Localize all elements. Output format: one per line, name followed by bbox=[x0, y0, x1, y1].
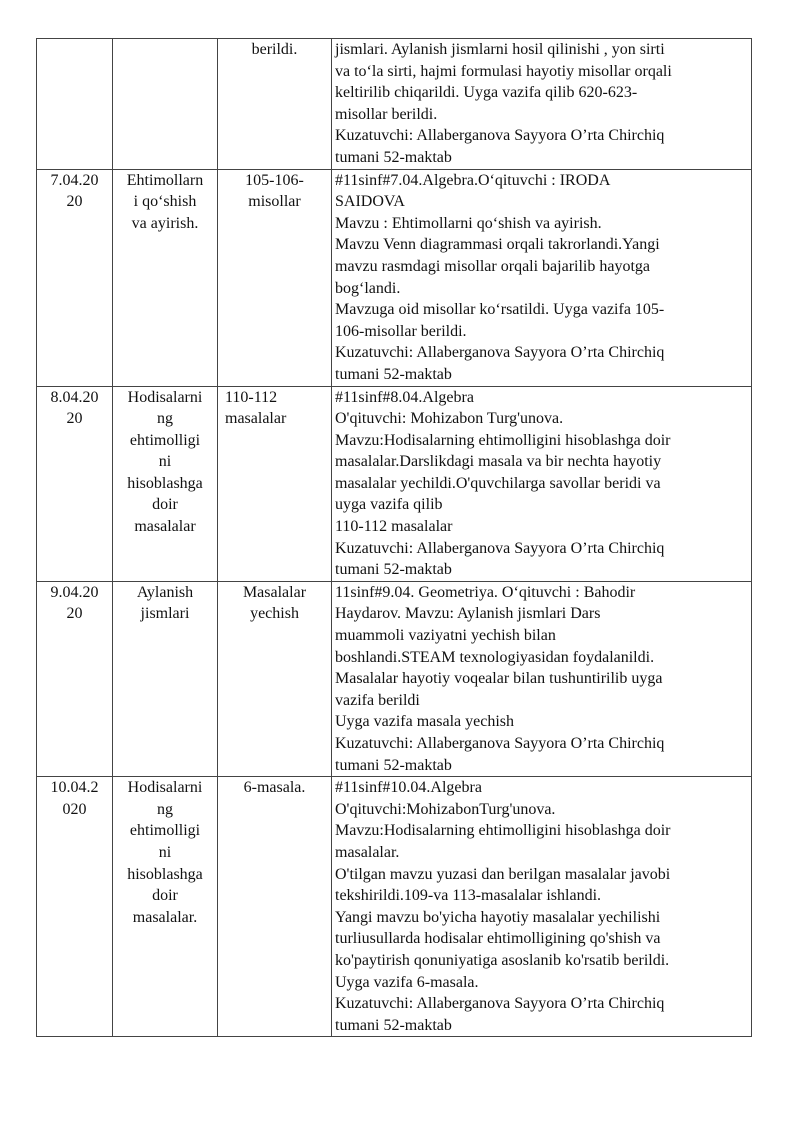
date-cell bbox=[37, 39, 113, 170]
description-cell bbox=[332, 39, 752, 170]
homework-line: yechish bbox=[250, 605, 299, 623]
topic-line: i qo‘shish bbox=[133, 193, 197, 211]
homework-cell bbox=[218, 169, 332, 386]
table-row bbox=[37, 581, 752, 776]
date-line: 20 bbox=[66, 193, 83, 211]
description-line: O'qituvchi:MohizabonTurg'unova. bbox=[335, 800, 556, 818]
description-line: bog‘landi. bbox=[335, 279, 401, 297]
description-line: Kuzatuvchi: Allaberganova Sayyora O’rta Chirchiq bbox=[335, 539, 665, 557]
date-cell bbox=[37, 581, 113, 776]
topic-cell bbox=[113, 777, 218, 1037]
description-line: Mavzu:Hodisalarning ehtimolligini hisoblashga doir bbox=[335, 822, 671, 840]
description-line: #11sinf#10.04.Algebra bbox=[335, 779, 482, 797]
topic-line: ng bbox=[157, 410, 173, 428]
description-line: Yangi mavzu bo'yicha hayotiy masalalar yechilishi bbox=[335, 908, 661, 926]
description-line: tumani 52-maktab bbox=[335, 148, 452, 166]
homework-line: Masalalar bbox=[242, 583, 307, 601]
topic-cell bbox=[113, 39, 218, 170]
homework-line: 6-masala. bbox=[243, 779, 306, 797]
description-line: 110-112 masalalar bbox=[335, 518, 453, 536]
date-line: 7.04.20 bbox=[50, 171, 99, 189]
table-row bbox=[37, 169, 752, 386]
homework-cell bbox=[218, 777, 332, 1037]
topic-line: hisoblashga bbox=[127, 474, 203, 492]
topic-line: masalalar. bbox=[132, 908, 198, 926]
topic-line: jismlari bbox=[140, 605, 190, 623]
homework-line: berildi. bbox=[251, 41, 298, 58]
description-line: Mavzu:Hodisalarning ehtimolligini hisoblashga doir bbox=[335, 431, 671, 449]
table-row bbox=[37, 39, 752, 170]
description-line: vazifa berildi bbox=[335, 691, 420, 709]
description-line: tekshirildi.109-va 113-masalalar ishlandi. bbox=[335, 887, 602, 905]
topic-cell bbox=[113, 581, 218, 776]
date-line: 10.04.2 bbox=[50, 779, 99, 797]
description-cell bbox=[332, 386, 752, 581]
description-line: Kuzatuvchi: Allaberganova Sayyora O’rta Chirchiq bbox=[335, 344, 665, 362]
description-line: #11sinf#8.04.Algebra bbox=[335, 388, 474, 406]
description-line: masalalar. bbox=[335, 843, 400, 861]
description-line: Kuzatuvchi: Allaberganova Sayyora O’rta Chirchiq bbox=[335, 127, 665, 145]
date-cell bbox=[37, 386, 113, 581]
table-row bbox=[37, 777, 752, 1037]
description-line: jismlari. Aylanish jismlarni hosil qilinishi , yon sirti bbox=[335, 41, 665, 58]
description-line: 106-misollar berildi. bbox=[335, 322, 467, 340]
description-line: muammoli vaziyatni yechish bilan bbox=[335, 627, 556, 645]
topic-line: ehtimolligi bbox=[129, 822, 201, 840]
topic-line: Hodisalarni bbox=[127, 779, 203, 797]
description-line: masalalar yechildi.O'quvchilarga savollar beridi va bbox=[335, 474, 661, 492]
topic-line: hisoblashga bbox=[127, 865, 203, 883]
description-line: Uyga vazifa 6-masala. bbox=[335, 973, 479, 991]
date-line: 20 bbox=[66, 605, 83, 623]
homework-cell bbox=[218, 386, 332, 581]
topic-line: Ehtimollarn bbox=[126, 171, 204, 189]
date-line: 020 bbox=[62, 800, 87, 818]
description-line: misollar berildi. bbox=[335, 105, 438, 123]
table-row bbox=[37, 386, 752, 581]
description-cell bbox=[332, 169, 752, 386]
description-line: 11sinf#9.04. Geometriya. O‘qituvchi : Bahodir bbox=[335, 583, 636, 601]
description-line: mavzu rasmdagi misollar orqali bajarilib hayotga bbox=[335, 257, 651, 275]
date-line: 20 bbox=[66, 410, 83, 428]
topic-cell bbox=[113, 386, 218, 581]
topic-line: Hodisalarni bbox=[127, 388, 203, 406]
topic-line: ehtimolligi bbox=[129, 431, 201, 449]
description-line: Uyga vazifa masala yechish bbox=[335, 713, 515, 731]
description-line: turliusullarda hodisalar ehtimolligining qo'shish va bbox=[335, 930, 661, 948]
description-line: O'qituvchi: Mohizabon Turg'unova. bbox=[335, 410, 564, 428]
description-line: tumani 52-maktab bbox=[335, 365, 452, 383]
description-cell bbox=[332, 581, 752, 776]
homework-cell bbox=[218, 581, 332, 776]
description-line: ko'paytirish qonuniyatiga asoslanib ko'rsatib berildi. bbox=[335, 951, 670, 969]
description-cell bbox=[332, 777, 752, 1037]
description-line: Haydarov. Mavzu: Aylanish jismlari Dars bbox=[335, 605, 601, 623]
description-line: Mavzuga oid misollar ko‘rsatildi. Uyga vazifa 105- bbox=[335, 301, 665, 319]
homework-cell bbox=[218, 39, 332, 170]
description-line: #11sinf#7.04.Algebra.O‘qituvchi : IRODA bbox=[335, 171, 611, 189]
topic-line: ng bbox=[157, 800, 173, 818]
topic-line: masalalar bbox=[134, 518, 196, 536]
topic-line: va ayirish. bbox=[131, 214, 199, 232]
lesson-log-table bbox=[36, 38, 752, 1037]
lesson-log-body bbox=[37, 39, 752, 1037]
description-line: Mavzu : Ehtimollarni qo‘shish va ayirish. bbox=[335, 214, 602, 232]
description-line: masalalar.Darslikdagi masala va bir nechta hayotiy bbox=[335, 453, 662, 471]
description-line: Mavzu Venn diagrammasi orqali takrorlandi.Yangi bbox=[335, 236, 660, 254]
topic-line: ni bbox=[158, 453, 172, 471]
description-line: O'tilgan mavzu yuzasi dan berilgan masalalar javobi bbox=[335, 865, 671, 883]
description-line: tumani 52-maktab bbox=[335, 756, 452, 774]
date-cell bbox=[37, 169, 113, 386]
description-line: tumani 52-maktab bbox=[335, 1016, 452, 1034]
homework-line: masalalar bbox=[225, 410, 287, 428]
topic-line: ni bbox=[158, 843, 172, 861]
homework-line: misollar bbox=[248, 193, 301, 211]
date-cell bbox=[37, 777, 113, 1037]
date-line: 9.04.20 bbox=[50, 583, 99, 601]
description-line: keltirilib chiqarildi. Uyga vazifa qilib 620-623- bbox=[335, 84, 638, 102]
description-line: boshlandi.STEAM texnologiyasidan foydalanildi. bbox=[335, 648, 655, 666]
description-line: tumani 52-maktab bbox=[335, 561, 452, 579]
date-line: 8.04.20 bbox=[50, 388, 99, 406]
description-line: Kuzatuvchi: Allaberganova Sayyora O’rta Chirchiq bbox=[335, 735, 665, 752]
topic-cell bbox=[113, 169, 218, 386]
homework-line: 110-112 bbox=[225, 388, 278, 406]
description-line: Kuzatuvchi: Allaberganova Sayyora O’rta Chirchiq bbox=[335, 995, 665, 1013]
topic-line: doir bbox=[152, 887, 178, 905]
description-line: Masalalar hayotiy voqealar bilan tushuntirilib uyga bbox=[335, 670, 663, 688]
topic-line: doir bbox=[152, 496, 178, 514]
description-line: va to‘la sirti, hajmi formulasi hayotiy misollar orqali bbox=[335, 62, 672, 80]
description-line: uyga vazifa qilib bbox=[335, 496, 443, 514]
description-line: SAIDOVA bbox=[335, 193, 405, 211]
topic-line: Aylanish bbox=[136, 583, 194, 601]
homework-line: 105-106- bbox=[245, 171, 304, 189]
